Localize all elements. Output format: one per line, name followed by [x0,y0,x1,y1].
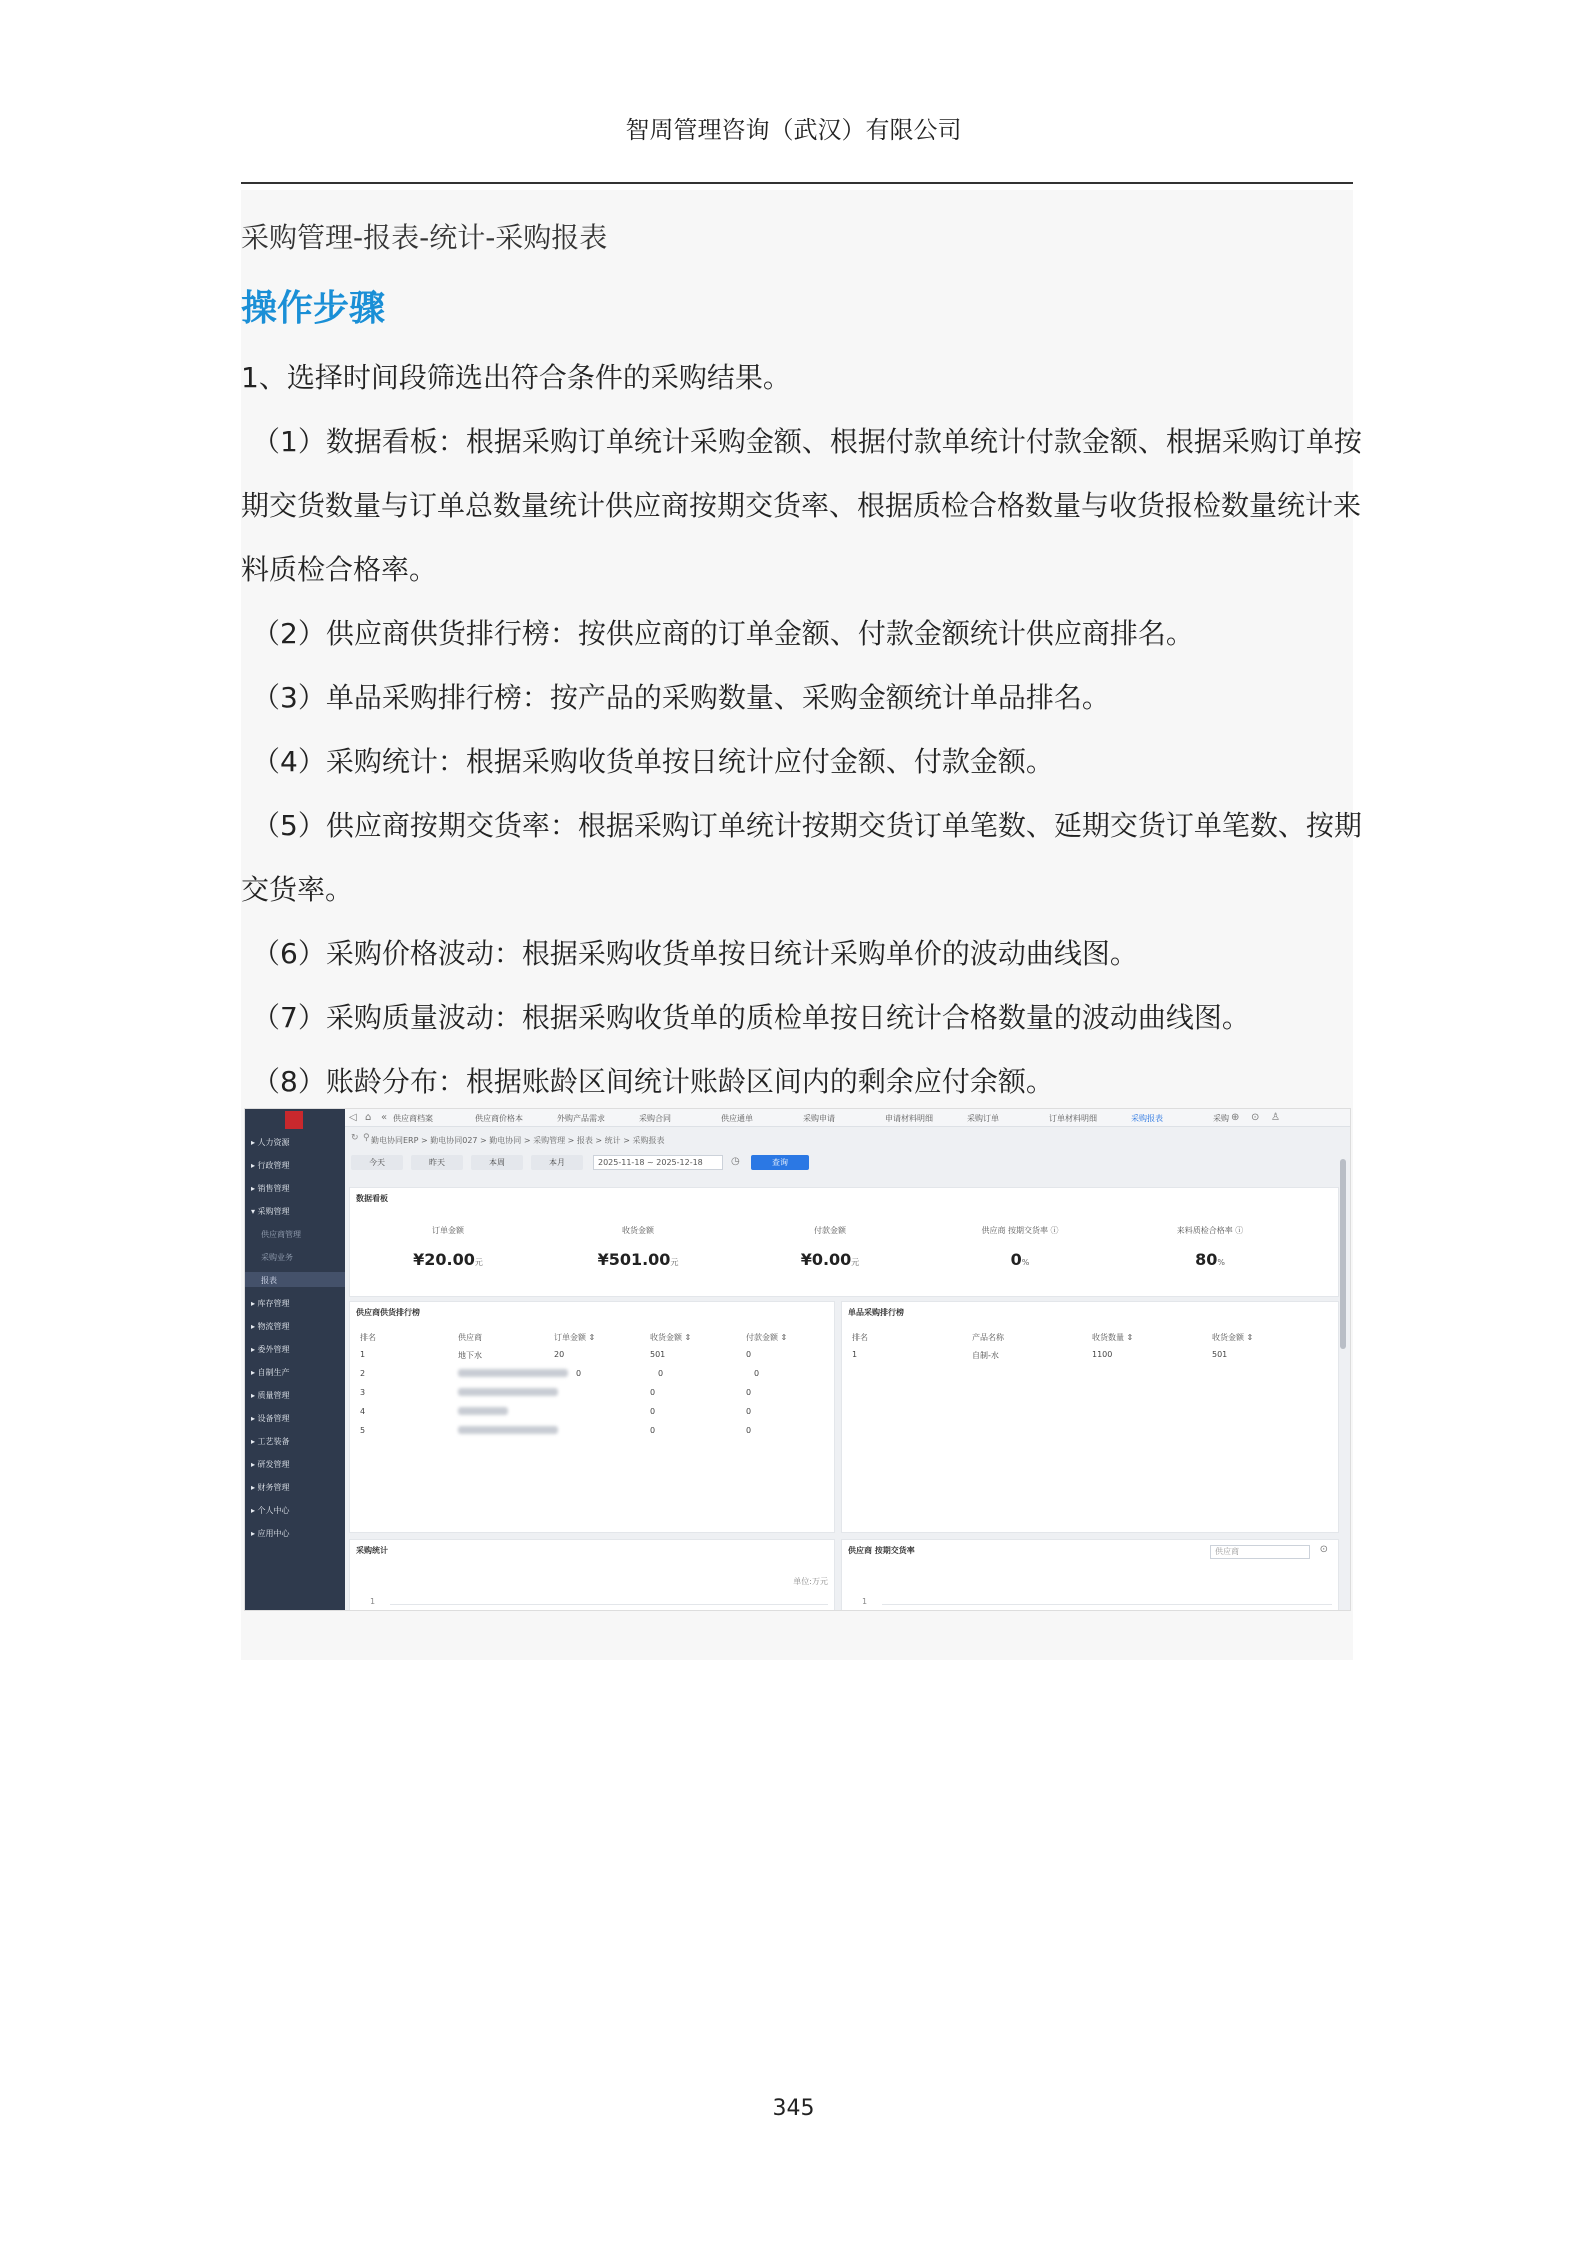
sidebar-sub-supplier[interactable]: 供应商管理 [261,1230,301,1239]
scrollbar[interactable] [1340,1159,1346,1349]
tab-supplier-price[interactable]: 供应商价格本 [475,1114,523,1123]
paragraph: 期交货数量与订单总数量统计供应商按期交货率、根据质检合格数量与收货报检数量统计来 [241,489,1362,522]
sidebar-item-rnd[interactable]: ▸ 研发管理 [251,1460,290,1469]
table-cell: 501 [650,1350,666,1359]
paragraph: （6）采购价格波动：根据采购收货单按日统计采购单价的波动曲线图。 [252,937,1138,970]
app-breadcrumb: 勤电协同ERP > 勤电协同027 > 勤电协同 > 采购管理 > 报表 > 统计 > 采购报表 [371,1136,665,1145]
kpi-label: 订单金额 [432,1226,464,1235]
sidebar-item-finance[interactable]: ▸ 财务管理 [251,1483,290,1492]
sidebar-sub-business[interactable]: 采购业务 [261,1253,293,1262]
tab-purchase-request[interactable]: 采购申请 [803,1114,835,1123]
refresh-icon[interactable]: ↻ [351,1133,359,1143]
table-cell: 2 [360,1369,366,1378]
table-cell: 4 [360,1407,366,1416]
table-cell: 0 [658,1369,664,1378]
double-chevron-left-icon[interactable]: « [381,1112,388,1123]
paragraph: （1）数据看板：根据采购订单统计采购金额、根据付款单统计付款金额、根据采购订单按 [252,425,1362,458]
kpi-label: 付款金额 [814,1226,846,1235]
sidebar-sub-report[interactable]: 报表 [261,1276,277,1285]
table-header: 供应商 [458,1333,482,1342]
sidebar-item-purchase[interactable]: ▾ 采购管理 [251,1207,290,1216]
table-cell: 20 [554,1350,565,1359]
table-header: 排名 [360,1333,376,1342]
paragraph: 交货率。 [241,873,354,906]
table-cell: 0 [746,1407,752,1416]
supplier-rank-panel [349,1301,835,1533]
tab-purchase-contract[interactable]: 采购合同 [639,1114,671,1123]
table-header[interactable]: 付款金额 ⇕ [746,1333,788,1342]
table-cell: 1 [852,1350,858,1359]
kpi-value [750,1250,910,1269]
clock-icon[interactable]: ◷ [731,1156,740,1167]
table-cell: 自制-水 [972,1351,999,1360]
sidebar-item-inventory[interactable]: ▸ 库存管理 [251,1299,290,1308]
blurred-supplier [458,1388,558,1396]
table-header: 产品名称 [972,1333,1004,1342]
dashboard-title: 数据看板 [356,1194,388,1203]
kpi-value [558,1250,718,1269]
axis-tick: 1 [370,1597,376,1606]
filter-month-button[interactable]: 本月 [531,1155,583,1170]
kpi-value [940,1250,1100,1269]
tab-order-detail[interactable]: 订单材料明细 [1049,1114,1097,1123]
kpi-unit: 元 [670,1258,679,1267]
paragraph: （4）采购统计：根据采购收货单按日统计应付金额、付款金额。 [252,745,1054,778]
sidebar-item-quality[interactable]: ▸ 质量管理 [251,1391,290,1400]
paragraph: 1、选择时间段筛选出符合条件的采购结果。 [241,361,791,394]
table-header: 排名 [852,1333,868,1342]
tab-purchase-more[interactable]: 采购 [1213,1114,1229,1123]
chart-gridline [882,1604,1332,1605]
erp-screenshot [244,1108,1351,1611]
table-header[interactable]: 收货金额 ⇕ [650,1333,692,1342]
kpi-unit: % [1021,1258,1030,1267]
delivery-rate-title: 供应商 按期交货率 [848,1546,915,1555]
header-rule [241,182,1353,184]
kpi-value: 0 [1010,1250,1022,1269]
unit-note: 单位:万元 [793,1577,828,1586]
breadcrumb-title: 采购管理-报表-统计-采购报表 [241,221,608,254]
globe-icon[interactable]: ⊕ [1231,1112,1240,1123]
query-button[interactable]: 查询 [751,1155,809,1170]
paragraph: （2）供应商供货排行榜：按供应商的订单金额、付款金额统计供应商排名。 [252,617,1194,650]
kpi-label: 供应商 按期交货率 ⓘ [981,1226,1059,1235]
paragraph: （8）账龄分布：根据账龄区间统计账龄区间内的剩余应付余额。 [252,1065,1054,1098]
tab-purchase-report[interactable]: 采购报表 [1131,1114,1163,1123]
kpi-label: 来料质检合格率 ⓘ [1176,1226,1244,1235]
user-icon[interactable]: ♙ [1271,1112,1280,1123]
page-number: 345 [772,2096,815,2121]
section-heading: 操作步骤 [241,288,386,329]
table-cell: 0 [650,1407,656,1416]
paragraph: 料质检合格率。 [241,553,438,586]
delivery-rate-panel [841,1539,1339,1611]
supplier-select[interactable]: 供应商 [1210,1545,1310,1559]
zoom-icon[interactable]: ⊙ [1251,1112,1260,1123]
pin-icon[interactable]: ⚲ [363,1133,370,1143]
tab-bar [345,1109,1351,1127]
kpi-unit: 元 [851,1258,860,1267]
table-cell: 501 [1212,1350,1228,1359]
sidebar-item-tooling[interactable]: ▸ 工艺装备 [251,1437,290,1446]
paragraph: （3）单品采购排行榜：按产品的采购数量、采购金额统计单品排名。 [252,681,1110,714]
tab-request-detail[interactable]: 申请材料明细 [885,1114,933,1123]
sidebar-item-apps[interactable]: ▸ 应用中心 [251,1529,290,1538]
tab-supplier-file[interactable]: 供应商档案 [393,1114,433,1123]
supplier-rank-title: 供应商供货排行榜 [356,1308,420,1317]
table-header[interactable]: 订单金额 ⇕ [554,1333,596,1342]
kpi-value [1130,1250,1290,1269]
table-cell: 0 [754,1369,760,1378]
table-cell: 1100 [1092,1350,1113,1359]
sidebar-item-production[interactable]: ▸ 自制生产 [251,1368,290,1377]
sidebar-item-equipment[interactable]: ▸ 设备管理 [251,1414,290,1423]
tab-external-demand[interactable]: 外购产品需求 [557,1114,605,1123]
kpi-value: 80 [1195,1250,1218,1269]
tab-supply-order[interactable]: 供应通单 [721,1114,753,1123]
table-cell: 地下水 [458,1351,482,1360]
chart-gridline [390,1604,828,1605]
page-header: 智周管理咨询（武汉）有限公司 [625,116,962,144]
table-cell: 0 [650,1388,656,1397]
table-header[interactable]: 收货数量 ⇕ [1092,1333,1134,1342]
kpi-unit: 元 [474,1258,483,1267]
paragraph: （5）供应商按期交货率：根据采购订单统计按期交货订单笔数、延期交货订单笔数、按期 [252,809,1362,842]
kpi-label: 收货金额 [622,1226,654,1235]
sidebar-item-personal[interactable]: ▸ 个人中心 [251,1506,290,1515]
axis-tick: 1 [862,1597,868,1606]
chevron-left-icon[interactable]: ◁ [349,1112,357,1123]
date-range-input[interactable]: 2025-11-18 ~ 2025-12-18 [593,1155,723,1170]
table-cell: 0 [650,1426,656,1435]
table-cell: 0 [746,1350,752,1359]
search-icon[interactable]: ⊙ [1319,1544,1328,1555]
filter-today-button[interactable]: 今天 [351,1155,403,1170]
kpi-value: ¥0.00 [800,1250,852,1269]
tab-purchase-order[interactable]: 采购订单 [967,1114,999,1123]
blurred-supplier [458,1426,558,1434]
sidebar-item-logistics[interactable]: ▸ 物流管理 [251,1322,290,1331]
purchase-stats-panel [349,1539,835,1611]
paragraph: （7）采购质量波动：根据采购收货单的质检单按日统计合格数量的波动曲线图。 [252,1001,1250,1034]
table-cell: 0 [746,1426,752,1435]
product-rank-title: 单品采购排行榜 [848,1308,904,1317]
purchase-stats-title: 采购统计 [356,1546,388,1555]
sidebar-item-outsourcing[interactable]: ▸ 委外管理 [251,1345,290,1354]
kpi-unit: % [1217,1258,1225,1267]
table-cell: 1 [360,1350,366,1359]
sidebar-item-hr[interactable]: ▸ 人力资源 [251,1138,290,1147]
kpi-value: ¥20.00 [413,1250,475,1269]
sidebar-item-sales[interactable]: ▸ 销售管理 [251,1184,290,1193]
filter-week-button[interactable]: 本周 [471,1155,523,1170]
sidebar [245,1109,345,1611]
filter-yesterday-button[interactable]: 昨天 [411,1155,463,1170]
blurred-supplier [458,1407,508,1415]
blurred-supplier [458,1369,568,1377]
table-header[interactable]: 收货金额 ⇕ [1212,1333,1254,1342]
table-cell: 5 [360,1426,366,1435]
logo [285,1111,303,1129]
dashboard-panel [349,1187,1339,1297]
table-cell: 3 [360,1388,366,1397]
kpi-value: ¥501.00 [597,1250,671,1269]
kpi-value [368,1250,528,1269]
product-rank-panel [841,1301,1339,1533]
home-icon[interactable]: ⌂ [365,1112,372,1123]
table-cell: 0 [576,1369,582,1378]
table-cell: 0 [746,1388,752,1397]
sidebar-item-admin[interactable]: ▸ 行政管理 [251,1161,290,1170]
sidebar-active-bg [245,1272,345,1287]
